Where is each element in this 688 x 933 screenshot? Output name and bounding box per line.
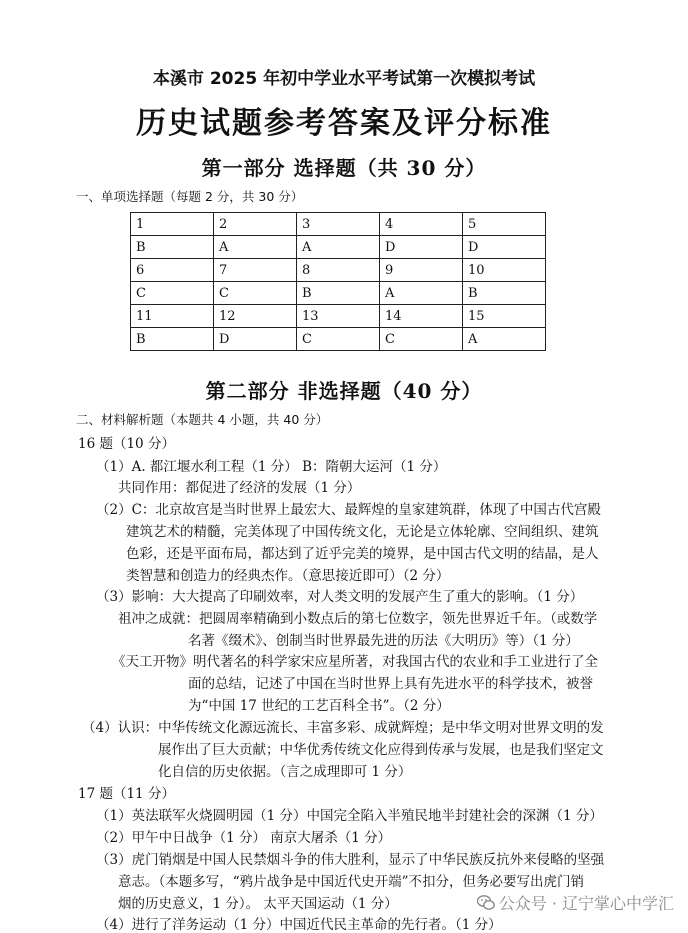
answer-table-cell: B	[463, 282, 546, 305]
answer-table-row	[131, 305, 546, 328]
answer-line: 化自信的历史依据。（言之成理即可 1 分）	[158, 764, 412, 780]
answer-table-cell: 8	[297, 259, 380, 282]
section1-title: 一、单项选择题（每题 2 分，共 30 分）	[76, 189, 304, 204]
answer-line: 意志。（本题多写，“鸦片战争是中国近代史开端”不扣分，但务必要写出虎门销	[118, 874, 585, 890]
answer-line: （3）虎门销烟是中国人民禁烟斗争的伟大胜利，显示了中华民族反抗外来侵略的坚强	[96, 852, 605, 868]
answer-table-cell: C	[214, 282, 297, 305]
answer-line: 色彩，还是平面布局，都达到了近乎完美的境界，是中国古代文明的结晶，是人	[126, 546, 599, 562]
answer-line: 烟的历史意义，1 分）。 太平天国运动（1 分）	[118, 896, 398, 912]
answer-line: （2）C：北京故宫是当时世界上最宏大、最辉煌的皇家建筑群，体现了中国古代宫殿	[96, 502, 601, 518]
answer-table-cell: 9	[380, 259, 463, 282]
answer-table-cell: C	[131, 282, 214, 305]
answer-line: 面的总结，记述了中国在当时世界上具有先进水平的科学技术，被誉	[188, 676, 593, 692]
watermark-text: 公众号 · 辽宁掌心中学汇	[498, 894, 674, 913]
answer-table-cell: A	[297, 236, 380, 259]
answer-line: 《天工开物》明代著名的科学家宋应星所著，对我国古代的农业和手工业进行了全	[112, 654, 598, 670]
answer-table-cell: D	[214, 328, 297, 351]
answer-table-cell: 4	[380, 213, 463, 236]
answer-table-cell: 10	[463, 259, 546, 282]
answer-table-cell: B	[131, 328, 214, 351]
answer-table-cell: C	[297, 328, 380, 351]
answer-line: （1）A. 都江堰水利工程（1 分） B：隋朝大运河（1 分）	[96, 459, 447, 475]
wechat-icon	[477, 895, 495, 911]
answer-line: 类智慧和创造力的经典杰作。（意思接近即可）（2 分）	[126, 568, 450, 584]
answer-table-cell: D	[380, 236, 463, 259]
answer-table-cell: 3	[297, 213, 380, 236]
answer-line: （2）甲午中日战争（1 分） 南京大屠杀（1 分）	[96, 830, 392, 846]
answer-table-cell: 15	[463, 305, 546, 328]
answer-line: （4）进行了洋务运动（1 分）中国近代民主革命的先行者。（1 分）	[96, 917, 502, 933]
answer-line: 祖冲之成就：把圆周率精确到小数点后的第七位数字，领先世界近千年。（或数学	[118, 611, 598, 627]
answer-table	[130, 212, 546, 351]
answer-line: （3）影响：大大提高了印刷效率，对人类文明的发展产生了重大的影响。（1 分）	[96, 589, 584, 605]
answer-line: 展作出了巨大贡献；中华优秀传统文化应得到传承与发展，也是我们坚定文	[158, 742, 604, 758]
answer-line: （1）英法联军火烧圆明园（1 分）中国完全陷入半殖民地半封建社会的深渊（1 分）	[96, 808, 603, 824]
part2-heading: 第二部分 非选择题（40 分）	[205, 379, 483, 403]
answer-table-cell: B	[297, 282, 380, 305]
answer-table-cell: 1	[131, 213, 214, 236]
answer-table-cell: B	[131, 236, 214, 259]
answer-table-cell: A	[380, 282, 463, 305]
answer-table-cell: C	[380, 328, 463, 351]
answer-line: 建筑艺术的精髓，完美体现了中国传统文化，无论是立体轮廓、空间组织、建筑	[126, 524, 599, 540]
answer-line: （4）认识：中华传统文化源远流长、丰富多彩、成就辉煌；是中华文明对世界文明的发	[82, 720, 604, 736]
answer-table-row	[131, 328, 546, 351]
watermark	[477, 891, 674, 914]
answer-table-cell: D	[463, 236, 546, 259]
answer-table-cell: 7	[214, 259, 297, 282]
answer-table-row	[131, 282, 546, 305]
answer-line: 共同作用：都促进了经济的发展（1 分）	[118, 480, 361, 496]
page-title: 历史试题参考答案及评分标准	[136, 106, 552, 141]
exam-header: 本溪市 2025 年初中学业水平考试第一次模拟考试	[152, 69, 536, 89]
answer-table-cell: 14	[380, 305, 463, 328]
answer-table-cell: 2	[214, 213, 297, 236]
answer-table-cell: 5	[463, 213, 546, 236]
answer-table-cell: A	[214, 236, 297, 259]
answer-table-row	[131, 236, 546, 259]
answer-line: 为“中国 17 世纪的工艺百科全书”。（2 分）	[188, 698, 450, 714]
answer-table-row	[131, 213, 546, 236]
answer-table-cell: A	[463, 328, 546, 351]
answer-table-cell: 12	[214, 305, 297, 328]
answer-line: 16 题（10 分）	[78, 436, 175, 452]
answer-line: 17 题（11 分）	[78, 786, 175, 802]
answer-table-cell: 13	[297, 305, 380, 328]
section2-title: 二、材料解析题（本题共 4 小题，共 40 分）	[76, 412, 329, 427]
answer-table-cell: 6	[131, 259, 214, 282]
answer-line: 名著《缀术》、创制当时世界最先进的历法《大明历》等）（1 分）	[188, 633, 579, 649]
part1-heading: 第一部分 选择题（共 30 分）	[201, 156, 487, 180]
answer-table-cell: 11	[131, 305, 214, 328]
answer-table-row	[131, 259, 546, 282]
